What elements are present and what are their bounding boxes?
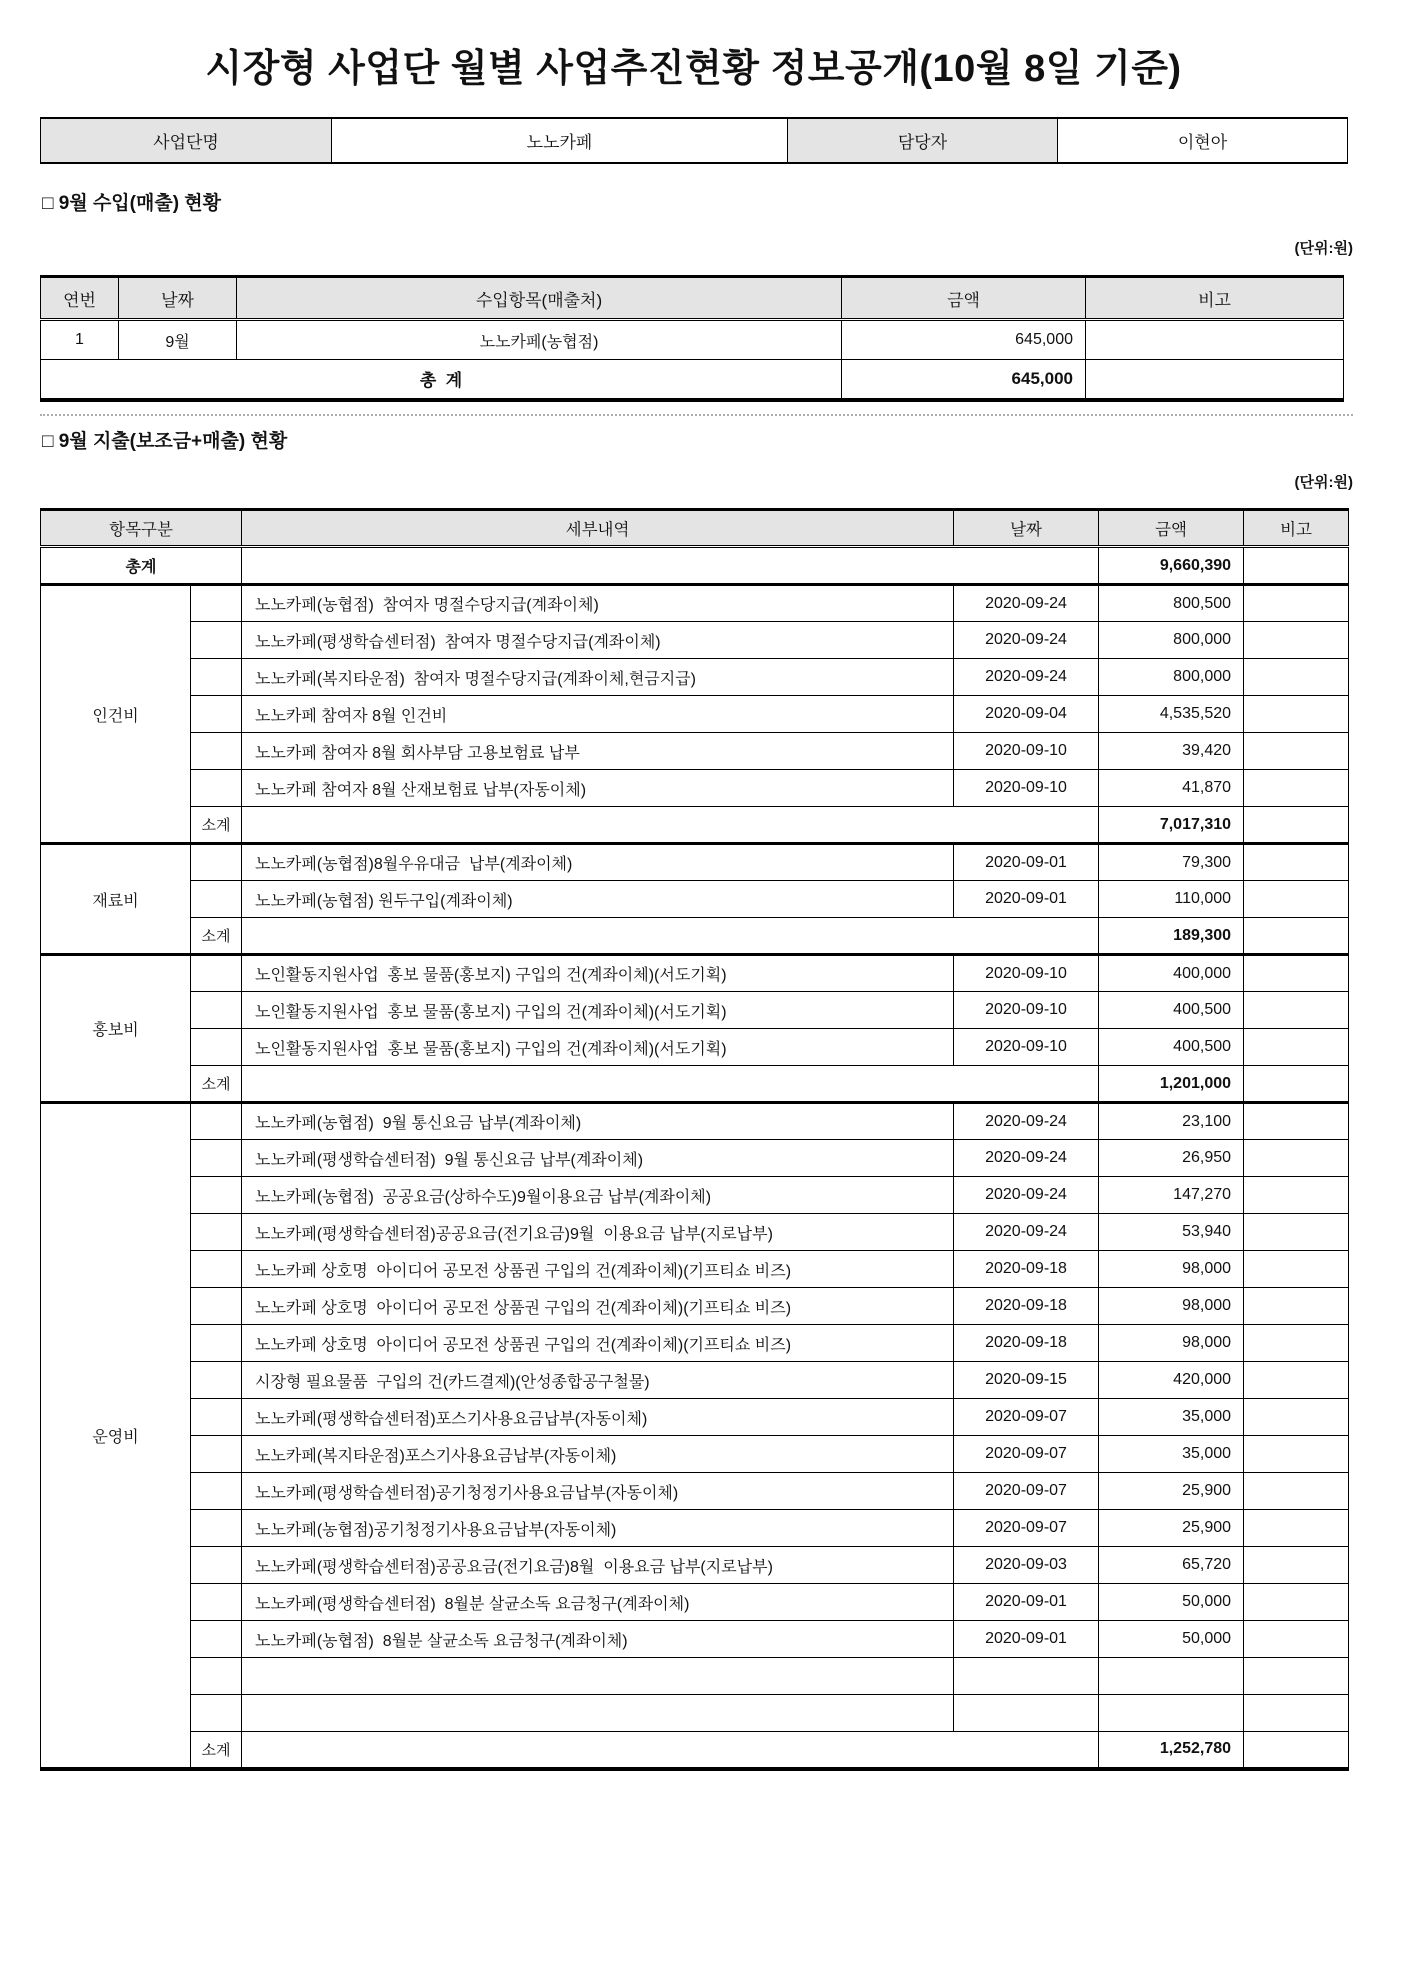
- expense-total-note: [1244, 547, 1349, 585]
- detail-cell: 노노카페(농협점) 참여자 명절수당지급(계좌이체): [242, 585, 954, 622]
- date-cell: 2020-09-01: [954, 844, 1099, 881]
- detail-cell: 노노카페(농협점)공기청정기사용요금납부(자동이체): [242, 1510, 954, 1547]
- info-label-manager: 담당자: [788, 118, 1058, 163]
- note-cell: [1244, 1658, 1349, 1695]
- detail-cell: 노노카페(평생학습센터점) 참여자 명절수당지급(계좌이체): [242, 622, 954, 659]
- amount-cell: 50,000: [1099, 1584, 1244, 1621]
- note-cell: [1244, 659, 1349, 696]
- note-cell: [1244, 1547, 1349, 1584]
- income-total-amount: 645,000: [842, 360, 1086, 400]
- col-header-no: 연번: [41, 277, 119, 320]
- col-header-note: 비고: [1086, 277, 1344, 320]
- col-header-amount: 금액: [1099, 510, 1244, 547]
- detail-cell: 노노카페 참여자 8월 인건비: [242, 696, 954, 733]
- amount-cell: 23,100: [1099, 1103, 1244, 1140]
- amount-cell: 50,000: [1099, 1621, 1244, 1658]
- date-cell: 2020-09-24: [954, 1103, 1099, 1140]
- detail-cell: 노인활동지원사업 홍보 물품(홍보지) 구입의 건(계좌이체)(서도기획): [242, 1029, 954, 1066]
- expense-table: [40, 508, 1349, 1771]
- date-cell: 2020-09-10: [954, 992, 1099, 1029]
- expense-row: [41, 992, 1349, 1029]
- expense-row: [41, 733, 1349, 770]
- expense-row: [41, 1325, 1349, 1362]
- note-cell: [1244, 1362, 1349, 1399]
- note-cell: [1244, 622, 1349, 659]
- col-header-amount: 금액: [842, 277, 1086, 320]
- income-total-note: [1086, 360, 1344, 400]
- note-cell: [1244, 1103, 1349, 1140]
- date-cell: 2020-09-24: [954, 1140, 1099, 1177]
- sub-spacer-cell: [191, 1473, 242, 1510]
- detail-cell: 노노카페(평생학습센터점)공공요금(전기요금)9월 이용요금 납부(지로납부): [242, 1214, 954, 1251]
- expense-total-label: 총계: [41, 547, 242, 585]
- amount-cell: 420,000: [1099, 1362, 1244, 1399]
- detail-cell: 노노카페 상호명 아이디어 공모전 상품권 구입의 건(계좌이체)(기프티쇼 비즈): [242, 1288, 954, 1325]
- sub-spacer-cell: [191, 585, 242, 622]
- date-cell: 2020-09-10: [954, 955, 1099, 992]
- col-header-date: 날짜: [954, 510, 1099, 547]
- detail-cell: 노노카페 참여자 8월 회사부담 고용보험료 납부: [242, 733, 954, 770]
- subtotal-note: [1244, 1732, 1349, 1769]
- date-cell: 2020-09-07: [954, 1473, 1099, 1510]
- expense-row: [41, 622, 1349, 659]
- sub-spacer-cell: [191, 1584, 242, 1621]
- income-no-cell: 1: [41, 320, 119, 360]
- expense-row: [41, 1695, 1349, 1732]
- expense-row: [41, 1510, 1349, 1547]
- info-value-team: 노노카페: [332, 118, 788, 163]
- detail-cell: 노노카페(평생학습센터점)공기청정기사용요금납부(자동이체): [242, 1473, 954, 1510]
- detail-cell: 노노카페(평생학습센터점)포스기사용요금납부(자동이체): [242, 1399, 954, 1436]
- sub-spacer-cell: [191, 1029, 242, 1066]
- col-header-note: 비고: [1244, 510, 1349, 547]
- amount-cell: 79,300: [1099, 844, 1244, 881]
- expense-subtotal-row: [41, 807, 1349, 844]
- sub-spacer-cell: [191, 1140, 242, 1177]
- date-cell: 2020-09-07: [954, 1399, 1099, 1436]
- note-cell: [1244, 881, 1349, 918]
- sub-spacer-cell: [191, 1177, 242, 1214]
- expense-row: [41, 1399, 1349, 1436]
- note-cell: [1244, 844, 1349, 881]
- sub-spacer-cell: [191, 622, 242, 659]
- note-cell: [1244, 1436, 1349, 1473]
- expense-row: [41, 1140, 1349, 1177]
- detail-cell: 노노카페(농협점) 공공요금(상하수도)9월이용요금 납부(계좌이체): [242, 1177, 954, 1214]
- date-cell: 2020-09-24: [954, 1177, 1099, 1214]
- detail-cell: 노노카페(농협점) 8월분 살균소독 요금청구(계좌이체): [242, 1621, 954, 1658]
- sub-spacer-cell: [191, 955, 242, 992]
- detail-cell: 노노카페(농협점)8월우유대금 납부(계좌이체): [242, 844, 954, 881]
- note-cell: [1244, 770, 1349, 807]
- sub-spacer-cell: [191, 881, 242, 918]
- amount-cell: 53,940: [1099, 1214, 1244, 1251]
- subtotal-spacer: [242, 1732, 1099, 1769]
- income-section-heading: □ 9월 수입(매출) 현황: [42, 193, 222, 214]
- col-header-date: 날짜: [119, 277, 237, 320]
- unit-note-income: (단위:원): [1294, 240, 1353, 257]
- amount-cell: 65,720: [1099, 1547, 1244, 1584]
- category-cell: 홍보비: [41, 955, 191, 1103]
- note-cell: [1244, 992, 1349, 1029]
- note-cell: [1244, 1214, 1349, 1251]
- category-cell: 인건비: [41, 585, 191, 844]
- detail-cell: 노노카페(농협점) 9월 통신요금 납부(계좌이체): [242, 1103, 954, 1140]
- sub-spacer-cell: [191, 992, 242, 1029]
- sub-spacer-cell: [191, 1695, 242, 1732]
- note-cell: [1244, 1695, 1349, 1732]
- sub-spacer-cell: [191, 696, 242, 733]
- sub-spacer-cell: [191, 1103, 242, 1140]
- amount-cell: 800,000: [1099, 622, 1244, 659]
- note-cell: [1244, 1251, 1349, 1288]
- subtotal-label: 소계: [191, 807, 242, 844]
- income-header-row: [41, 277, 1344, 320]
- expense-row: [41, 1584, 1349, 1621]
- date-cell: [954, 1658, 1099, 1695]
- expense-row: [41, 1251, 1349, 1288]
- amount-cell: 26,950: [1099, 1140, 1244, 1177]
- col-header-item: 수입항목(매출처): [237, 277, 842, 320]
- expense-row: [41, 696, 1349, 733]
- detail-cell: 노노카페(평생학습센터점) 8월분 살균소독 요금청구(계좌이체): [242, 1584, 954, 1621]
- date-cell: 2020-09-03: [954, 1547, 1099, 1584]
- note-cell: [1244, 1325, 1349, 1362]
- amount-cell: 98,000: [1099, 1288, 1244, 1325]
- expense-subtotal-row: [41, 1732, 1349, 1769]
- info-label-team: 사업단명: [41, 118, 332, 163]
- amount-cell: 35,000: [1099, 1436, 1244, 1473]
- expense-total-spacer: [242, 547, 1099, 585]
- detail-cell: 노노카페(평생학습센터점) 9월 통신요금 납부(계좌이체): [242, 1140, 954, 1177]
- expense-row: [41, 1436, 1349, 1473]
- expense-row: [41, 1658, 1349, 1695]
- subtotal-note: [1244, 918, 1349, 955]
- date-cell: 2020-09-10: [954, 770, 1099, 807]
- expense-row: [41, 1214, 1349, 1251]
- amount-cell: 35,000: [1099, 1399, 1244, 1436]
- amount-cell: 98,000: [1099, 1251, 1244, 1288]
- detail-cell: [242, 1658, 954, 1695]
- expense-total-amount: 9,660,390: [1099, 547, 1244, 585]
- sub-spacer-cell: [191, 1436, 242, 1473]
- sub-spacer-cell: [191, 659, 242, 696]
- subtotal-amount: 189,300: [1099, 918, 1244, 955]
- detail-cell: 노노카페(농협점) 원두구입(계좌이체): [242, 881, 954, 918]
- subtotal-spacer: [242, 807, 1099, 844]
- date-cell: 2020-09-01: [954, 1621, 1099, 1658]
- expense-row: [41, 1621, 1349, 1658]
- expense-row: [41, 1473, 1349, 1510]
- amount-cell: [1099, 1695, 1244, 1732]
- detail-cell: 노노카페 참여자 8월 산재보험료 납부(자동이체): [242, 770, 954, 807]
- detail-cell: 시장형 필요물품 구입의 건(카드결제)(안성종합공구철물): [242, 1362, 954, 1399]
- expense-row: [41, 1547, 1349, 1584]
- subtotal-amount: 1,201,000: [1099, 1066, 1244, 1103]
- note-cell: [1244, 1288, 1349, 1325]
- category-cell: 운영비: [41, 1103, 191, 1769]
- date-cell: 2020-09-10: [954, 733, 1099, 770]
- expense-row: [41, 881, 1349, 918]
- subtotal-note: [1244, 807, 1349, 844]
- sub-spacer-cell: [191, 1214, 242, 1251]
- date-cell: 2020-09-01: [954, 1584, 1099, 1621]
- subtotal-note: [1244, 1066, 1349, 1103]
- sub-spacer-cell: [191, 733, 242, 770]
- date-cell: 2020-09-24: [954, 659, 1099, 696]
- date-cell: 2020-09-01: [954, 881, 1099, 918]
- detail-cell: [242, 1695, 954, 1732]
- note-cell: [1244, 1621, 1349, 1658]
- amount-cell: 98,000: [1099, 1325, 1244, 1362]
- sub-spacer-cell: [191, 1399, 242, 1436]
- sub-spacer-cell: [191, 1362, 242, 1399]
- amount-cell: 800,000: [1099, 659, 1244, 696]
- amount-cell: 41,870: [1099, 770, 1244, 807]
- amount-cell: 25,900: [1099, 1510, 1244, 1547]
- sub-spacer-cell: [191, 1510, 242, 1547]
- date-cell: 2020-09-24: [954, 585, 1099, 622]
- subtotal-amount: 1,252,780: [1099, 1732, 1244, 1769]
- income-row: [41, 320, 1344, 360]
- info-table: [40, 117, 1348, 164]
- date-cell: 2020-09-10: [954, 1029, 1099, 1066]
- info-value-manager: 이현아: [1058, 118, 1348, 163]
- amount-cell: 400,500: [1099, 1029, 1244, 1066]
- sub-spacer-cell: [191, 1547, 242, 1584]
- amount-cell: 147,270: [1099, 1177, 1244, 1214]
- section-divider: [40, 414, 1353, 416]
- note-cell: [1244, 1029, 1349, 1066]
- note-cell: [1244, 1399, 1349, 1436]
- subtotal-label: 소계: [191, 918, 242, 955]
- subtotal-amount: 7,017,310: [1099, 807, 1244, 844]
- note-cell: [1244, 1473, 1349, 1510]
- note-cell: [1244, 1140, 1349, 1177]
- amount-cell: 400,000: [1099, 955, 1244, 992]
- expense-row: [41, 1362, 1349, 1399]
- expense-header-row: [41, 510, 1349, 547]
- sub-spacer-cell: [191, 770, 242, 807]
- amount-cell: 800,500: [1099, 585, 1244, 622]
- amount-cell: 110,000: [1099, 881, 1244, 918]
- page-title: 시장형 사업단 월별 사업추진현황 정보공개(10월 8일 기준): [205, 48, 1182, 90]
- expense-section-heading: □ 9월 지출(보조금+매출) 현황: [42, 431, 288, 452]
- note-cell: [1244, 1177, 1349, 1214]
- note-cell: [1244, 955, 1349, 992]
- expense-row: [41, 1103, 1349, 1140]
- note-cell: [1244, 585, 1349, 622]
- amount-cell: 39,420: [1099, 733, 1244, 770]
- amount-cell: 4,535,520: [1099, 696, 1244, 733]
- sub-spacer-cell: [191, 1621, 242, 1658]
- note-cell: [1244, 1510, 1349, 1547]
- detail-cell: 노노카페 상호명 아이디어 공모전 상품권 구입의 건(계좌이체)(기프티쇼 비즈): [242, 1325, 954, 1362]
- unit-note-expense: (단위:원): [1294, 474, 1353, 491]
- expense-row: [41, 585, 1349, 622]
- note-cell: [1244, 696, 1349, 733]
- date-cell: 2020-09-24: [954, 622, 1099, 659]
- income-item-cell: 노노카페(농협점): [237, 320, 842, 360]
- date-cell: 2020-09-18: [954, 1288, 1099, 1325]
- col-header-category: 항목구분: [41, 510, 242, 547]
- expense-total-row: [41, 547, 1349, 585]
- expense-row: [41, 1177, 1349, 1214]
- expense-row: [41, 955, 1349, 992]
- expense-row: [41, 659, 1349, 696]
- income-table: [40, 275, 1344, 402]
- note-cell: [1244, 733, 1349, 770]
- subtotal-label: 소계: [191, 1732, 242, 1769]
- amount-cell: [1099, 1658, 1244, 1695]
- date-cell: 2020-09-07: [954, 1510, 1099, 1547]
- detail-cell: 노인활동지원사업 홍보 물품(홍보지) 구입의 건(계좌이체)(서도기획): [242, 992, 954, 1029]
- detail-cell: 노노카페(복지타운점)포스기사용요금납부(자동이체): [242, 1436, 954, 1473]
- detail-cell: 노노카페(복지타운점) 참여자 명절수당지급(계좌이체,현금지급): [242, 659, 954, 696]
- detail-cell: 노노카페 상호명 아이디어 공모전 상품권 구입의 건(계좌이체)(기프티쇼 비즈): [242, 1251, 954, 1288]
- detail-cell: 노인활동지원사업 홍보 물품(홍보지) 구입의 건(계좌이체)(서도기획): [242, 955, 954, 992]
- sub-spacer-cell: [191, 1325, 242, 1362]
- sub-spacer-cell: [191, 844, 242, 881]
- sub-spacer-cell: [191, 1288, 242, 1325]
- sub-spacer-cell: [191, 1658, 242, 1695]
- expense-subtotal-row: [41, 1066, 1349, 1103]
- income-total-label: 총 계: [41, 360, 842, 400]
- category-cell: 재료비: [41, 844, 191, 955]
- income-note-cell: [1086, 320, 1344, 360]
- date-cell: [954, 1695, 1099, 1732]
- date-cell: 2020-09-24: [954, 1214, 1099, 1251]
- expense-subtotal-row: [41, 918, 1349, 955]
- date-cell: 2020-09-07: [954, 1436, 1099, 1473]
- expense-row: [41, 844, 1349, 881]
- subtotal-label: 소계: [191, 1066, 242, 1103]
- subtotal-spacer: [242, 918, 1099, 955]
- amount-cell: 400,500: [1099, 992, 1244, 1029]
- sub-spacer-cell: [191, 1251, 242, 1288]
- info-row: [41, 118, 1348, 163]
- income-date-cell: 9월: [119, 320, 237, 360]
- date-cell: 2020-09-15: [954, 1362, 1099, 1399]
- expense-row: [41, 1029, 1349, 1066]
- expense-row: [41, 770, 1349, 807]
- subtotal-spacer: [242, 1066, 1099, 1103]
- date-cell: 2020-09-18: [954, 1325, 1099, 1362]
- income-total-row: [41, 360, 1344, 400]
- expense-row: [41, 1288, 1349, 1325]
- detail-cell: 노노카페(평생학습센터점)공공요금(전기요금)8월 이용요금 납부(지로납부): [242, 1547, 954, 1584]
- col-header-detail: 세부내역: [242, 510, 954, 547]
- note-cell: [1244, 1584, 1349, 1621]
- date-cell: 2020-09-18: [954, 1251, 1099, 1288]
- income-amount-cell: 645,000: [842, 320, 1086, 360]
- amount-cell: 25,900: [1099, 1473, 1244, 1510]
- date-cell: 2020-09-04: [954, 696, 1099, 733]
